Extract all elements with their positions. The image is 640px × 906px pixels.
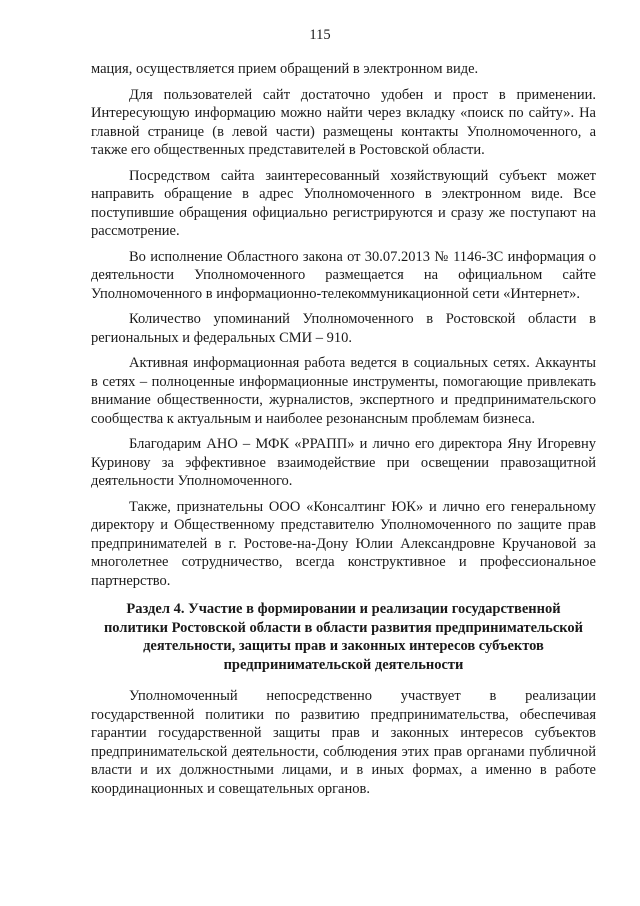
paragraph: Активная информационная работа ведется в социальных сетях. Аккаунты в сетях – полноценные информационные инструменты, помогающие привлекать внимание общественности, журналистов, экспертного и предпринимательского сообщества к актуальным и наиболее резонансным проблемам бизнеса.: [91, 355, 596, 427]
paragraph: Количество упоминаний Уполномоченного в Ростовской области в региональных и федеральных СМИ – 910.: [91, 311, 596, 346]
paragraph: Для пользователей сайт достаточно удобен и прост в применении. Интересующую информацию можно найти через вкладку «поиск по сайту». На главной странице (в левой части) размещены контакты Уполномоченного, а также его общественных представителей в Ростовской области.: [91, 86, 596, 158]
paragraph: Во исполнение Областного закона от 30.07.2013 № 1146-ЗС информация о деятельности Уполномоченного размещается на официальном сайте Уполномоченного в информационно-телекоммуникационной сети «Интернет».: [91, 248, 596, 302]
paragraph: Уполномоченный непосредственно участвует в реализации государственной политики по развитию предпринимательства, обеспечивая гарантии государственной защиты прав и законных интересов субъектов предпринимательской деятельности, соблюдения этих прав органами публичной власти и их должностными лицами, и в иных формах, а именно в работе координационных и совещательных органов.: [91, 688, 596, 797]
paragraph: Благодарим АНО – МФК «РРАПП» и лично его директора Яну Игоревну Куринову за эффективное взаимодействие при освещении правозащитной деятельности Уполномоченного.: [91, 436, 596, 489]
section-heading: Раздел 4. Участие в формировании и реализации государственной политики Ростовской области в области развития предпринимательской деятельности, защиты прав и законных интересов субъектов предпринимательской деятельности: [103, 601, 584, 673]
paragraph-continuation: мация, осуществляется прием обращений в электронном виде.: [91, 61, 479, 77]
paragraph: Также, признательны ООО «Консалтинг ЮК» и лично его генеральному директору и Общественному представителю Уполномоченного по защите прав предпринимателей в г. Ростове-на-Дону Юлии Александровне Кручановой за многолетнее сотрудничество, всегда конструктивное и профессиональное партнерство.: [91, 498, 596, 589]
page-number: 115: [309, 27, 331, 43]
paragraph: Посредством сайта заинтересованный хозяйствующий субъект может направить обращение в адрес Уполномоченного в электронном виде. Все поступившие обращения официально регистрируются и сразу же поступают на рассмотрение.: [91, 167, 596, 239]
body-text: [91, 60, 596, 805]
